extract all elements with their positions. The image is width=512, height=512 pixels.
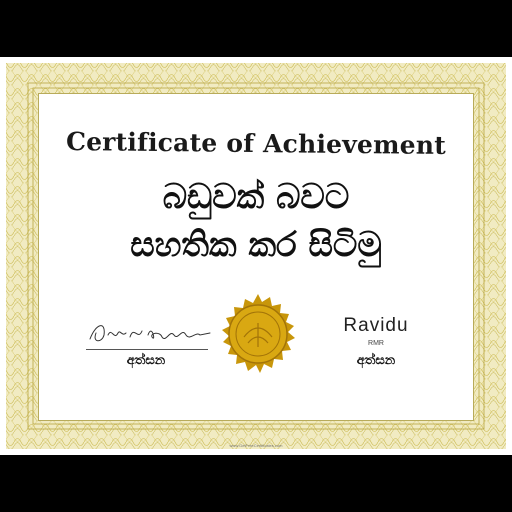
right-signature-label: අත්සන (356, 353, 396, 368)
recipient-initials: RMR (368, 340, 384, 347)
certificate-title: Certificate of Achievement (65, 127, 447, 160)
left-signature-line (86, 349, 208, 350)
footer-url: www.GetFreeCertificates.com (229, 443, 283, 448)
certificate-text-line-1: බඩුවක් බවට (162, 177, 350, 217)
handwritten-signature-icon (86, 315, 216, 349)
gold-seal-icon (216, 293, 300, 377)
recipient-name: Ravidu (343, 315, 409, 336)
certificate-text-line-2: සහතික කර සිටිමු (130, 225, 382, 265)
certificate (0, 57, 512, 455)
left-signature-label: අත්සන (126, 353, 166, 368)
